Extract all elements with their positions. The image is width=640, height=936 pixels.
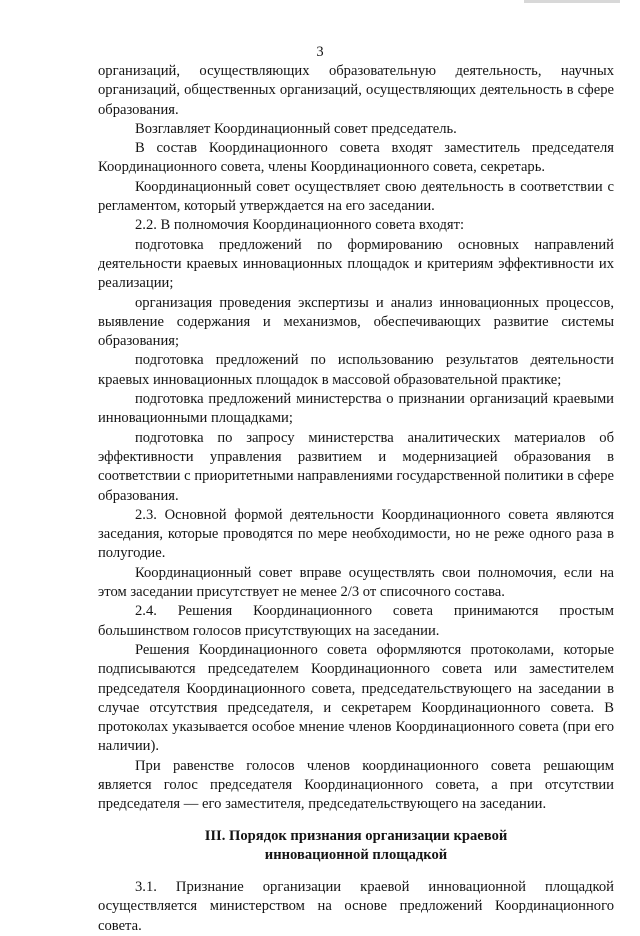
paragraph-protocols: Решения Координационного совета оформляются протоколами, которые подписываются председателем Координационного совета или заместителем председателя Координационного совета, председательствующего на заседании в случае отсутствия председателя, и секретарем Координационного совета. В протоколах указывается особое мнение членов Координационного совета (при его наличии). — [98, 641, 614, 755]
section-3-heading-line2: инновационной площадкой — [264, 846, 448, 863]
list-item-recognition: подготовка предложений министерства о признании организаций краевыми инновационными площадками; — [98, 391, 614, 427]
paragraph-2-4: 2.4. Решения Координационного совета принимаются простым большинством голосов присутствующих на заседании. — [98, 603, 614, 639]
paragraph-tie-vote: При равенстве голосов членов координационного совета решающим является голос председателя Координационного совета, а при отсутствии председателя — его заместителя, председательствующего на заседании. — [98, 757, 614, 813]
paragraph-2-2: 2.2. В полномочия Координационного совета входят: — [135, 217, 465, 234]
page-number: 3 — [316, 44, 324, 60]
document-body — [98, 62, 614, 936]
section-3-heading-line1: III. Порядок признания организации краевой — [204, 827, 508, 844]
paragraph-2-3: 2.3. Основной формой деятельности Координационного совета являются заседания, которые проводятся по мере необходимости, но не реже одного раза в полугодие. — [98, 506, 614, 562]
paragraph-3-1: 3.1. Признание организации краевой инновационной площадкой осуществляется министерством на основе предложений Координационного совета. — [98, 879, 614, 934]
section-3-heading — [98, 827, 614, 866]
list-item-analytics: подготовка по запросу министерства аналитических материалов об эффективности управления развитием и модернизацией образования в соответствии с приоритетными направлениями государственной политики в сфере образования. — [98, 429, 614, 504]
paragraph-quorum: Координационный совет вправе осуществлять свои полномочия, если на этом заседании присутствует не менее 2/3 от списочного состава. — [98, 564, 614, 601]
list-item-directions: подготовка предложений по формированию основных направлений деятельности краевых инновационных площадок и критериям эффективности их реализации; — [98, 236, 614, 292]
list-item-expertise: организация проведения экспертизы и анализ инновационных процессов, выявление содержания и механизмов, обеспечивающих развитие системы образования; — [98, 294, 614, 350]
paragraph-composition: В состав Координационного совета входят заместитель председателя Координационного совета, члены Координационного совета, секретарь. — [98, 140, 614, 176]
list-item-results: подготовка предложений по использованию результатов деятельности краевых инновационных площадок в массовой образовательной практике; — [98, 352, 614, 388]
paragraph-continuation: организаций, осуществляющих образовательную деятельность, научных организаций, общественных организаций, осуществляющих деятельность в сфере образования. — [98, 63, 614, 118]
scan-edge-mark — [524, 0, 620, 3]
paragraph-chairman: Возглавляет Координационный совет председатель. — [135, 120, 457, 137]
paragraph-regulation: Координационный совет осуществляет свою деятельность в соответствии с регламентом, который утверждается на его заседании. — [98, 178, 614, 215]
